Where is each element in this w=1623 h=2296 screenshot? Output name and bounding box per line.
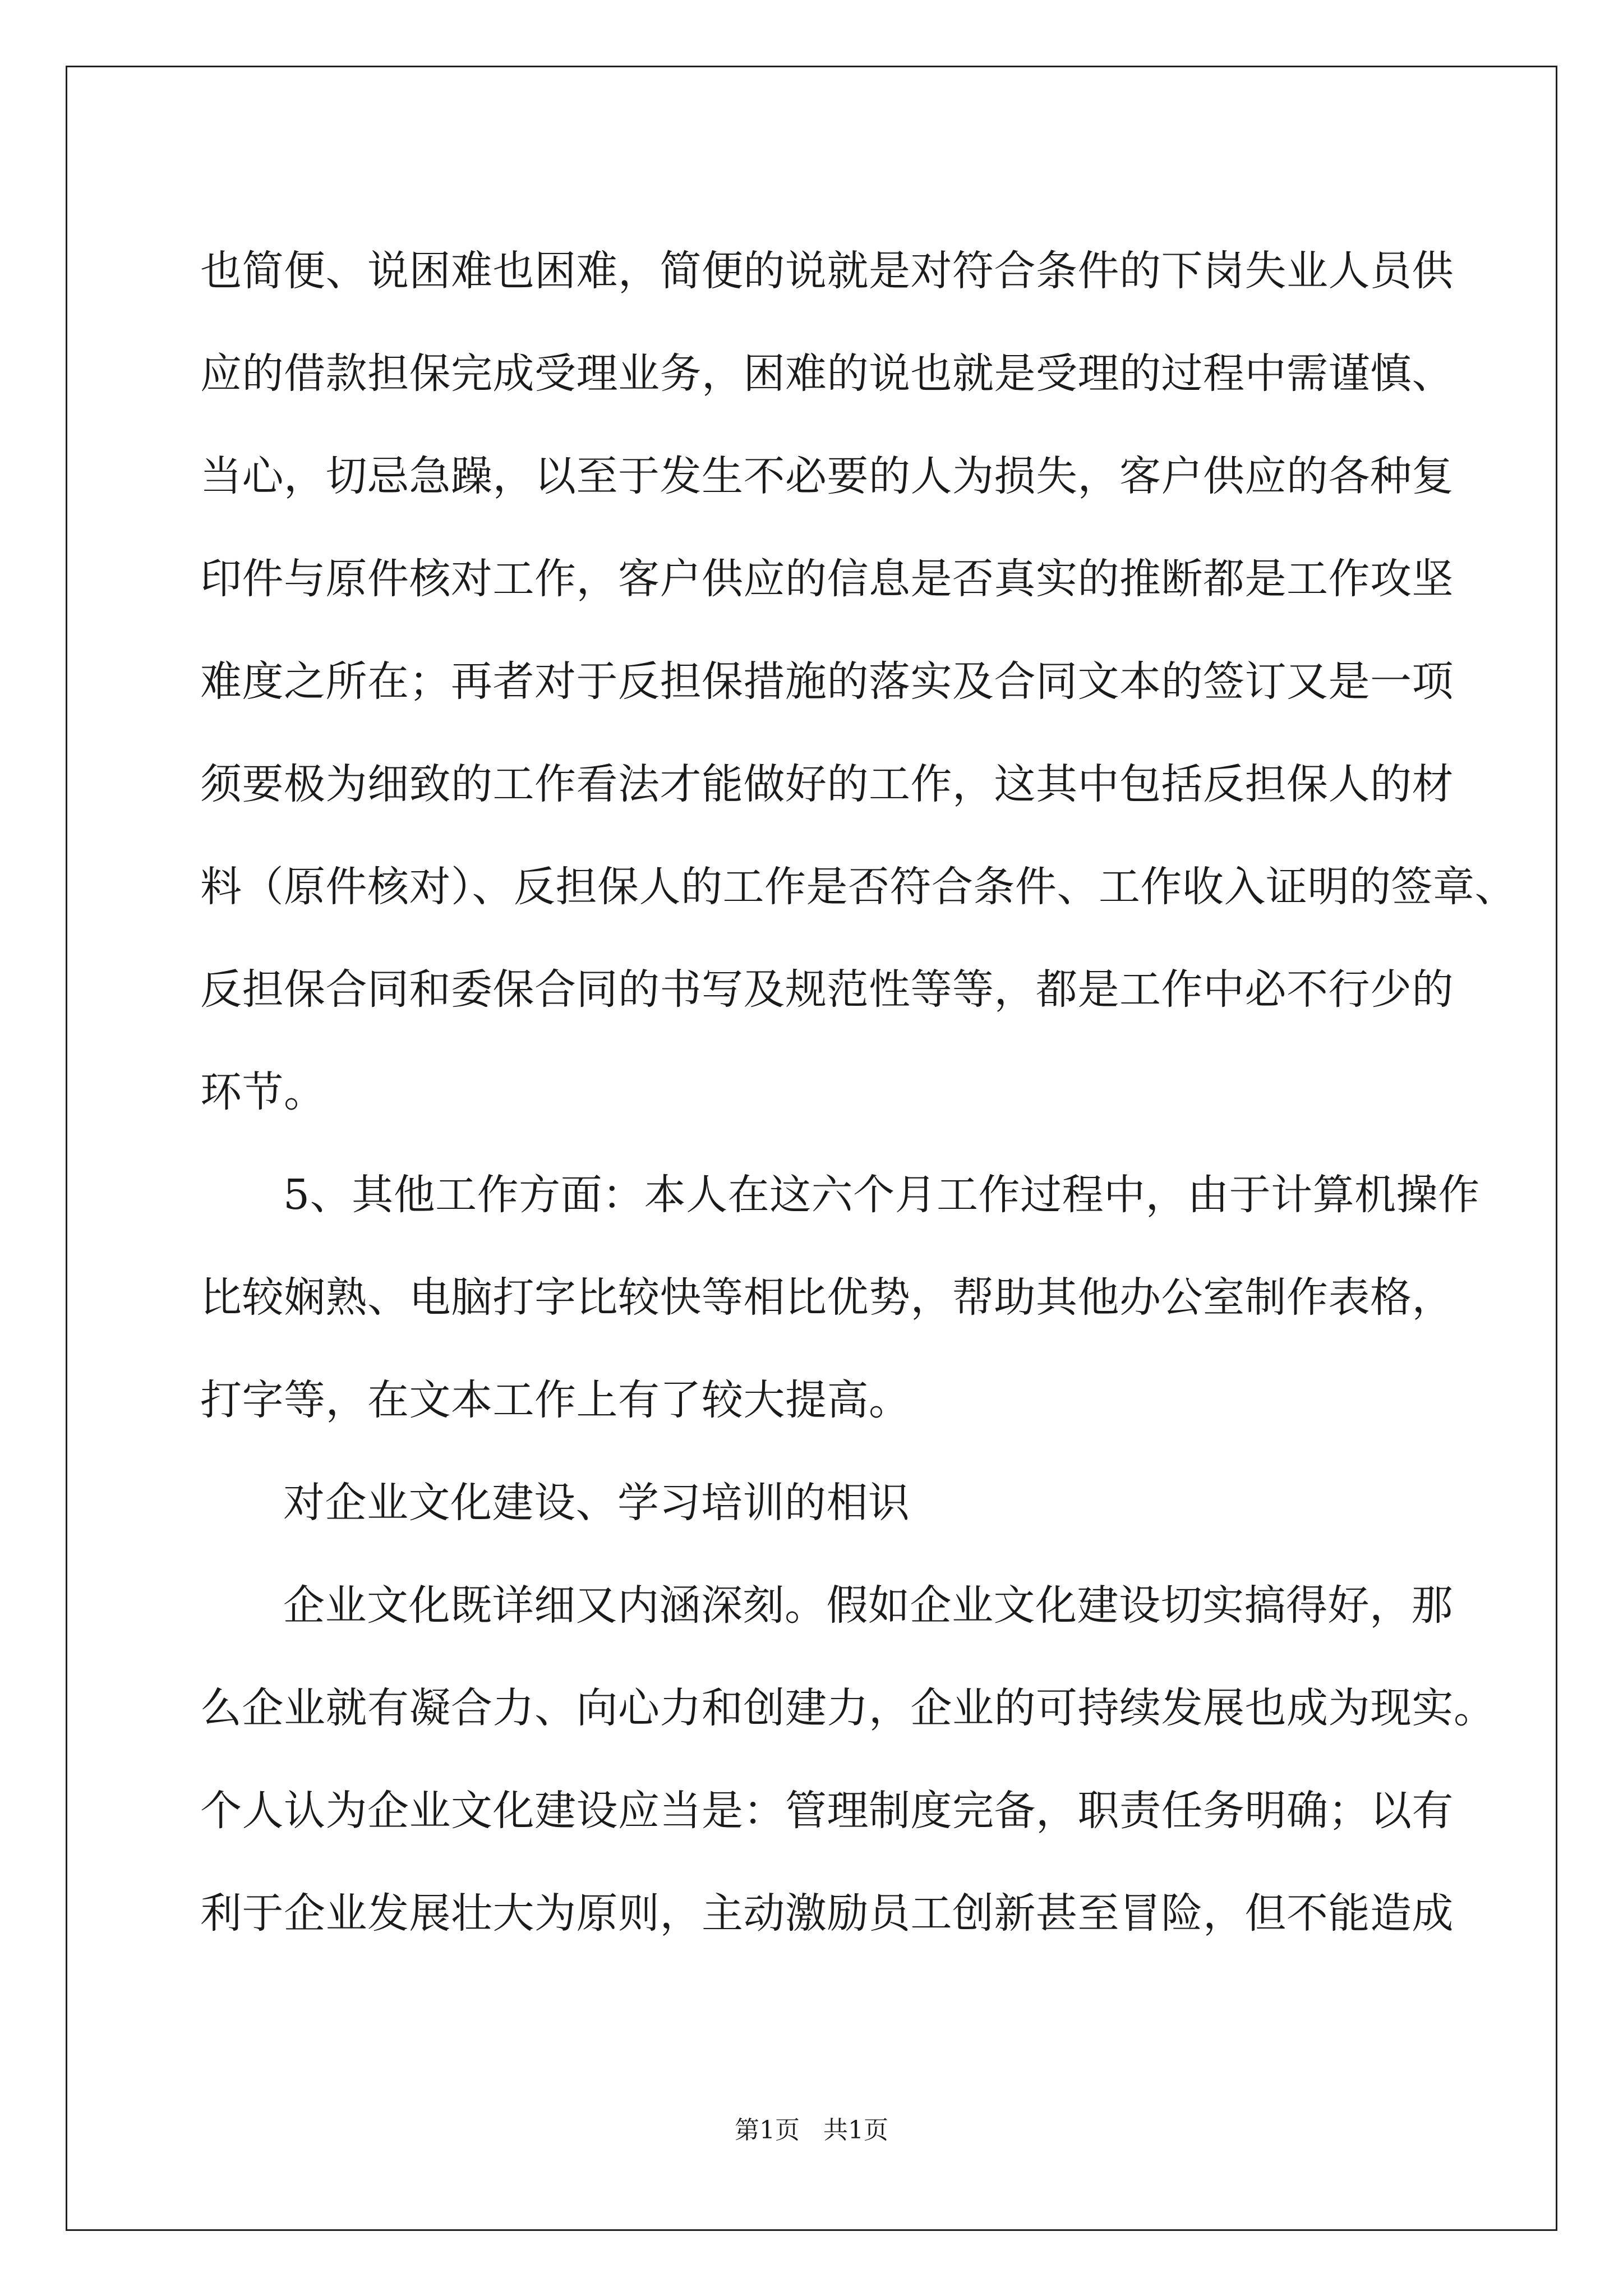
text-line: 比较娴熟、电脑打字比较快等相比优势，帮助其他办公室制作表格， xyxy=(200,1273,1454,1322)
page-footer: 第1页 共1页 xyxy=(735,2116,888,2145)
document-body xyxy=(200,220,1516,1965)
text-line: 也简便、说困难也困难，简便的说就是对符合条件的下岗失业人员供 xyxy=(200,247,1454,295)
text-line: 个人认为企业文化建设应当是：管理制度完备，职责任务明确；以有 xyxy=(200,1787,1454,1835)
text-line: 反担保合同和委保合同的书写及规范性等等，都是工作中必不行少的 xyxy=(200,965,1454,1014)
text-line: 须要极为细致的工作看法才能做好的工作，这其中包括反担保人的材 xyxy=(200,760,1454,808)
text-line: 当心，切忌急躁，以至于发生不必要的人为损失，客户供应的各种复 xyxy=(200,452,1454,500)
text-line: 么企业就有凝合力、向心力和创建力，企业的可持续发展也成为现实。 xyxy=(200,1684,1496,1732)
section-heading: 对企业文化建设、学习培训的相识 xyxy=(283,1479,910,1527)
text-line-indented: 企业文化既详细又内涵深刻。假如企业文化建设切实搞得好，那 xyxy=(283,1581,1453,1630)
text-line: 料（原件核对）、反担保人的工作是否符合条件、工作收入证明的签章、 xyxy=(200,863,1516,911)
text-line: 环节。 xyxy=(200,1068,326,1116)
text-line: 印件与原件核对工作，客户供应的信息是否真实的推断都是工作攻坚 xyxy=(200,555,1454,603)
text-line: 打字等，在文本工作上有了较大提高。 xyxy=(200,1376,911,1424)
text-line: 难度之所在；再者对于反担保措施的落实及合同文本的签订又是一项 xyxy=(200,657,1454,706)
text-line: 应的借款担保完成受理业务，困难的说也就是受理的过程中需谨慎、 xyxy=(200,349,1454,398)
text-line-indented: 5、其他工作方面：本人在这六个月工作过程中，由于计算机操作 xyxy=(283,1171,1480,1219)
text-line: 利于企业发展壮大为原则，主动激励员工创新甚至冒险，但不能造成 xyxy=(200,1889,1454,1938)
